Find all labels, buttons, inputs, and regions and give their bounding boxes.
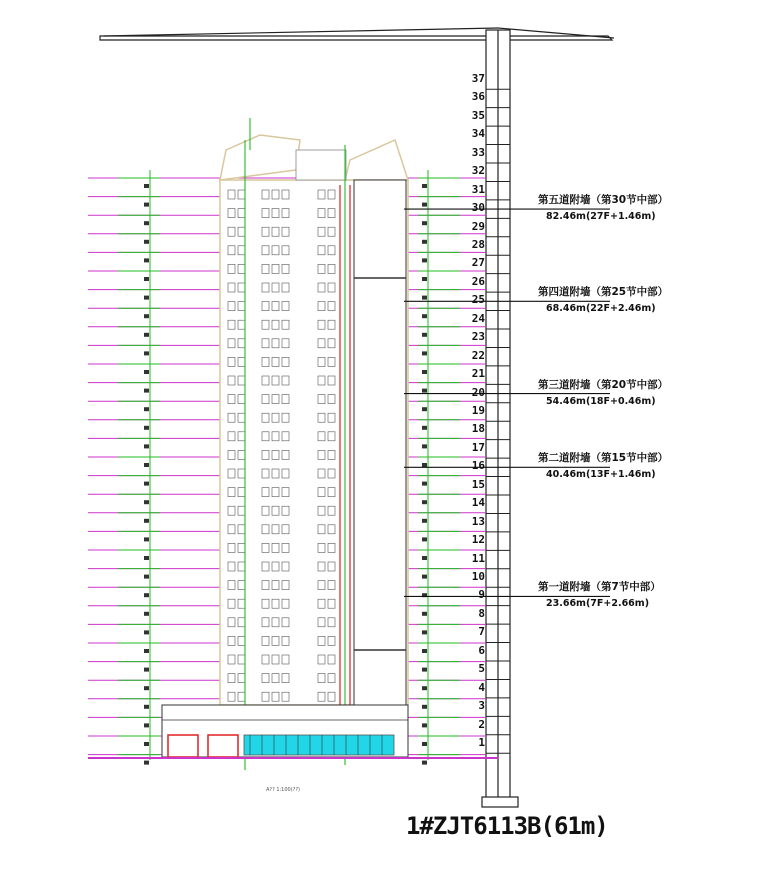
drawing-footnote: A?? 1:100(??) xyxy=(266,787,300,793)
wall-tie-height: 40.46m(13F+1.46m) xyxy=(546,469,656,481)
mast-section-number: 23 xyxy=(471,330,485,344)
mast-section-number: 14 xyxy=(471,496,485,510)
mast-section-number: 24 xyxy=(471,311,485,325)
mast-section-number: 5 xyxy=(478,662,485,676)
dimension-mark xyxy=(144,575,149,579)
mast-section-number: 33 xyxy=(471,145,485,159)
dimension-mark xyxy=(422,389,427,393)
dimension-mark xyxy=(422,649,427,653)
mast-section-number: 25 xyxy=(471,293,485,307)
dimension-mark xyxy=(422,519,427,523)
dimension-mark xyxy=(144,482,149,486)
dimension-mark xyxy=(422,444,427,448)
dimension-mark xyxy=(144,333,149,337)
dimension-mark xyxy=(144,686,149,690)
wall-tie-title: 第二道附墙（第15节中部） xyxy=(538,452,669,465)
wall-tie-label xyxy=(538,192,668,222)
dimension-mark xyxy=(144,463,149,467)
wall-tie-title: 第一道附墙（第7节中部） xyxy=(538,581,661,594)
mast-section-number: 37 xyxy=(471,72,485,85)
dimension-mark xyxy=(144,500,149,504)
dimension-mark xyxy=(422,686,427,690)
dimension-mark xyxy=(144,649,149,653)
mast-section-number: 30 xyxy=(471,201,485,215)
mast-section-number: 15 xyxy=(471,477,485,491)
dimension-mark xyxy=(422,314,427,318)
dimension-mark xyxy=(144,742,149,746)
dimension-mark xyxy=(422,277,427,281)
mast-section-number: 9 xyxy=(478,588,485,602)
dimension-mark xyxy=(144,519,149,523)
wall-tie-label xyxy=(538,579,661,609)
dimension-mark xyxy=(144,407,149,411)
dimension-mark xyxy=(144,314,149,318)
mast-section-number: 13 xyxy=(471,514,485,528)
dimension-mark xyxy=(144,370,149,374)
dimension-mark xyxy=(144,630,149,634)
mast-section-number: 29 xyxy=(471,219,485,233)
dimension-mark xyxy=(144,705,149,709)
dimension-mark xyxy=(422,463,427,467)
dimension-mark xyxy=(422,221,427,225)
dimension-mark xyxy=(144,184,149,188)
mast-section-number: 28 xyxy=(471,238,485,251)
mast-section-number: 17 xyxy=(471,440,485,454)
wall-tie-label xyxy=(538,377,668,407)
dimension-mark xyxy=(422,370,427,374)
mast-section-number: 6 xyxy=(478,643,485,657)
dimension-mark xyxy=(422,723,427,727)
dimension-mark xyxy=(144,258,149,262)
dimension-mark xyxy=(422,351,427,355)
dimension-mark xyxy=(422,537,427,541)
mast-section-number: 20 xyxy=(471,385,485,399)
wall-tie-height: 68.46m(22F+2.46m) xyxy=(546,303,656,315)
dimension-mark xyxy=(144,612,149,616)
dimension-mark xyxy=(422,742,427,746)
wall-tie-title: 第四道附墙（第25节中部） xyxy=(538,286,669,299)
crane-model-label: 1#ZJT6113B(61m) xyxy=(406,812,608,840)
dimension-mark xyxy=(144,426,149,430)
dimension-mark xyxy=(144,203,149,207)
dimension-mark xyxy=(422,240,427,244)
mast-section-number: 26 xyxy=(471,274,485,288)
dimension-mark xyxy=(422,426,427,430)
dimension-mark xyxy=(422,333,427,337)
dimension-mark xyxy=(422,203,427,207)
dimension-mark xyxy=(144,296,149,300)
wall-tie-label xyxy=(538,450,668,480)
mast-section-number: 3 xyxy=(478,699,485,713)
mast-section-number: 4 xyxy=(478,680,485,694)
building-body xyxy=(220,135,408,705)
dimension-mark xyxy=(144,351,149,355)
dimension-mark xyxy=(144,761,149,765)
dimension-mark xyxy=(422,612,427,616)
dimension-mark xyxy=(144,221,149,225)
dimension-mark xyxy=(422,575,427,579)
dimension-mark xyxy=(144,593,149,597)
mast-section-number: 19 xyxy=(471,404,485,417)
dimension-mark xyxy=(422,500,427,504)
wall-tie-title: 第五道附墙（第30节中部） xyxy=(538,194,669,207)
mast-section-number: 34 xyxy=(471,127,485,141)
crane-jib xyxy=(100,28,614,40)
wall-tie-height: 54.46m(18F+0.46m) xyxy=(546,395,656,407)
dimension-mark xyxy=(422,761,427,765)
podium xyxy=(162,705,408,757)
mast-section-number: 31 xyxy=(471,182,485,196)
dimension-mark xyxy=(422,482,427,486)
mast-section-number: 35 xyxy=(471,108,485,122)
dimension-mark xyxy=(422,296,427,300)
dimension-mark xyxy=(144,389,149,393)
left-dimension-chain xyxy=(118,170,160,765)
wall-tie-height: 23.66m(7F+2.66m) xyxy=(546,598,650,610)
mast-section-number: 11 xyxy=(471,551,485,565)
mast-section-number: 1 xyxy=(478,736,485,749)
wall-tie-title: 第三道附墙（第20节中部） xyxy=(538,378,669,391)
crane-base xyxy=(482,797,518,807)
dimension-mark xyxy=(144,240,149,244)
mast-section-number: 2 xyxy=(478,717,485,731)
mast-section-number: 7 xyxy=(478,625,485,639)
dimension-mark xyxy=(144,723,149,727)
dimension-mark xyxy=(422,556,427,560)
dimension-mark xyxy=(422,258,427,262)
wall-tie-label xyxy=(538,284,668,314)
mast-section-number: 8 xyxy=(478,606,485,620)
dimension-mark xyxy=(144,668,149,672)
mast-section-number: 27 xyxy=(471,256,485,270)
dimension-mark xyxy=(144,556,149,560)
mast-section-number: 12 xyxy=(471,533,485,547)
dimension-mark xyxy=(422,705,427,709)
mast-section-number: 32 xyxy=(471,164,485,178)
dimension-mark xyxy=(144,444,149,448)
mast-section-number: 16 xyxy=(471,459,485,473)
mast-section-number: 36 xyxy=(471,90,485,104)
dimension-mark xyxy=(422,668,427,672)
mast-section-number: 18 xyxy=(471,422,485,436)
dimension-mark xyxy=(422,184,427,188)
dimension-mark xyxy=(144,277,149,281)
dimension-mark xyxy=(422,630,427,634)
mast-section-number: 22 xyxy=(471,348,485,362)
mast-section-number: 10 xyxy=(471,570,485,583)
wall-tie-height: 82.46m(27F+1.46m) xyxy=(546,211,656,223)
mast-section-number: 21 xyxy=(471,367,485,381)
crane-mast xyxy=(486,30,510,799)
dimension-mark xyxy=(422,407,427,411)
dimension-mark xyxy=(144,537,149,541)
